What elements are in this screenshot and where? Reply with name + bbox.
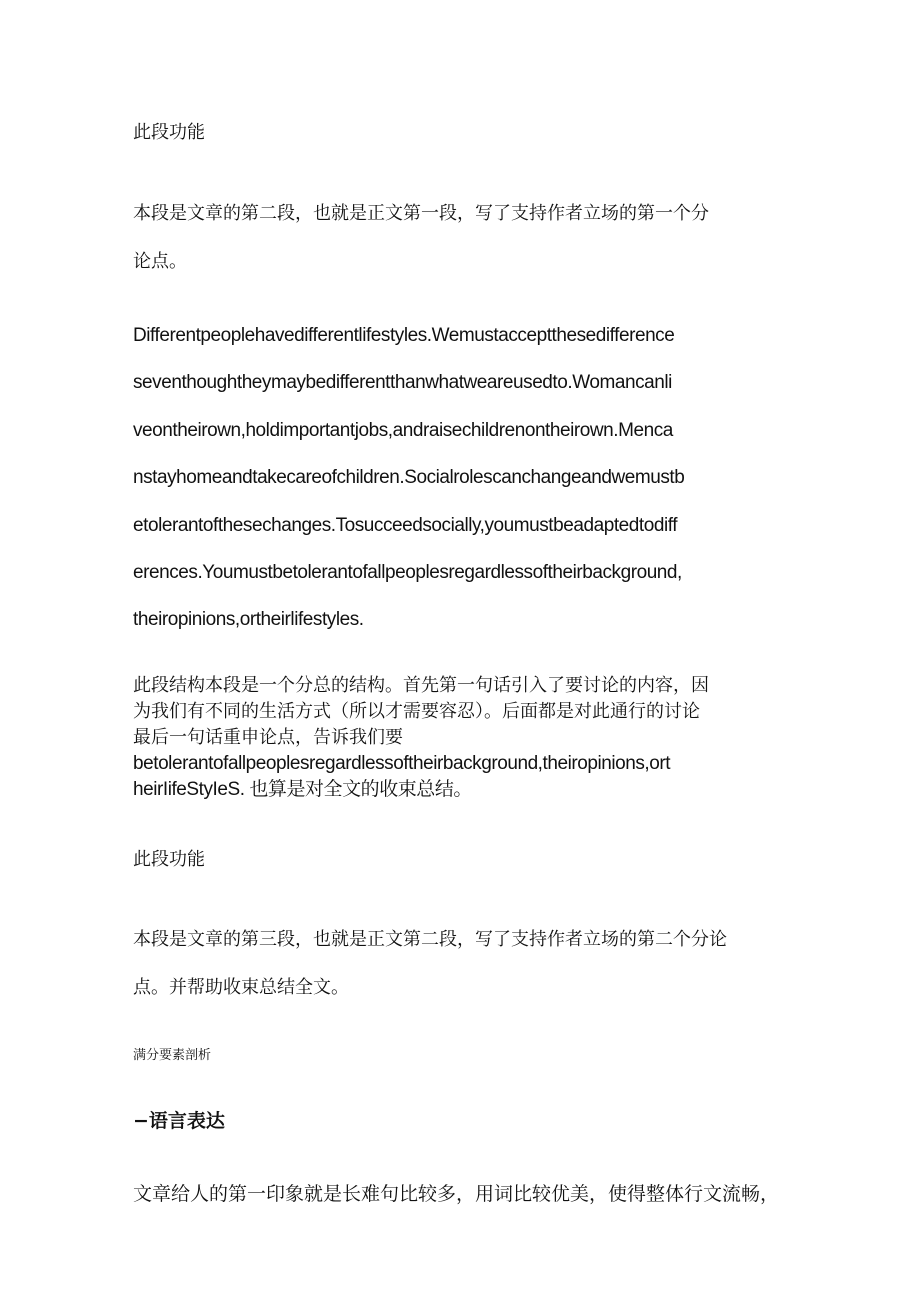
paragraph-line: 点。并帮助收束总结全文。	[133, 977, 349, 998]
passage-line: theiropinions,ortheirlifestyles.	[133, 609, 364, 631]
paragraph-line: 此段结构本段是一个分总的结构。首先第一句话引入了要讨论的内容，因	[133, 675, 709, 696]
paragraph-line: heirIifeStyIeS. 也算是对全文的收束总结。	[133, 779, 472, 800]
paragraph-line: 为我们有不同的生活方式（所以才需要容忍）。后面都是对此通行的讨论	[133, 701, 700, 722]
section2-heading: 此段功能	[133, 849, 205, 870]
passage-line: nstayhomeandtakecareofchildren.Socialrolescanchangeandwemustb	[133, 467, 685, 489]
paragraph-line: 本段是文章的第三段，也就是正文第二段，写了支持作者立场的第二个分论	[133, 929, 727, 950]
analysis-title: 满分要素剖析	[133, 1048, 212, 1063]
structure-paragraph	[133, 673, 795, 803]
language-expression-heading: −语言表达	[133, 1110, 225, 1132]
english-passage	[133, 312, 795, 644]
passage-line: erences.Youmustbetolerantofallpeoplesregardlessoftheirbackground,	[133, 562, 682, 584]
passage-line: etolerantofthesechanges.Tosucceedsocially,youmustbeadaptedtodiff	[133, 514, 678, 536]
passage-line: Differentpeoplehavedifferentlifestyles.Wemustacceptthesedifference	[133, 325, 675, 346]
passage-line: veontheirown,holdimportantjobs,andraisechildrenontheirown.Menca	[133, 419, 673, 441]
paragraph-line: 最后一句话重申论点，告诉我们要	[133, 727, 403, 748]
analysis-first-line: 文章给人的第一印象就是长难句比较多，用词比较优美，使得整体行文流畅，	[133, 1183, 780, 1205]
paragraph-line: betolerantofallpeoplesregardlessoftheirbackground,theiropinions,ort	[133, 753, 671, 774]
paragraph-line: 本段是文章的第二段，也就是正文第一段，写了支持作者立场的第一个分	[133, 203, 709, 224]
passage-line: seventhoughtheymaybedifferentthanwhatweareusedto.Womancanli	[133, 372, 672, 394]
paragraph-line: 论点。	[133, 251, 187, 272]
section1-function-paragraph	[133, 190, 795, 286]
section2-function-paragraph	[133, 916, 795, 1012]
section1-heading: 此段功能	[133, 122, 205, 143]
